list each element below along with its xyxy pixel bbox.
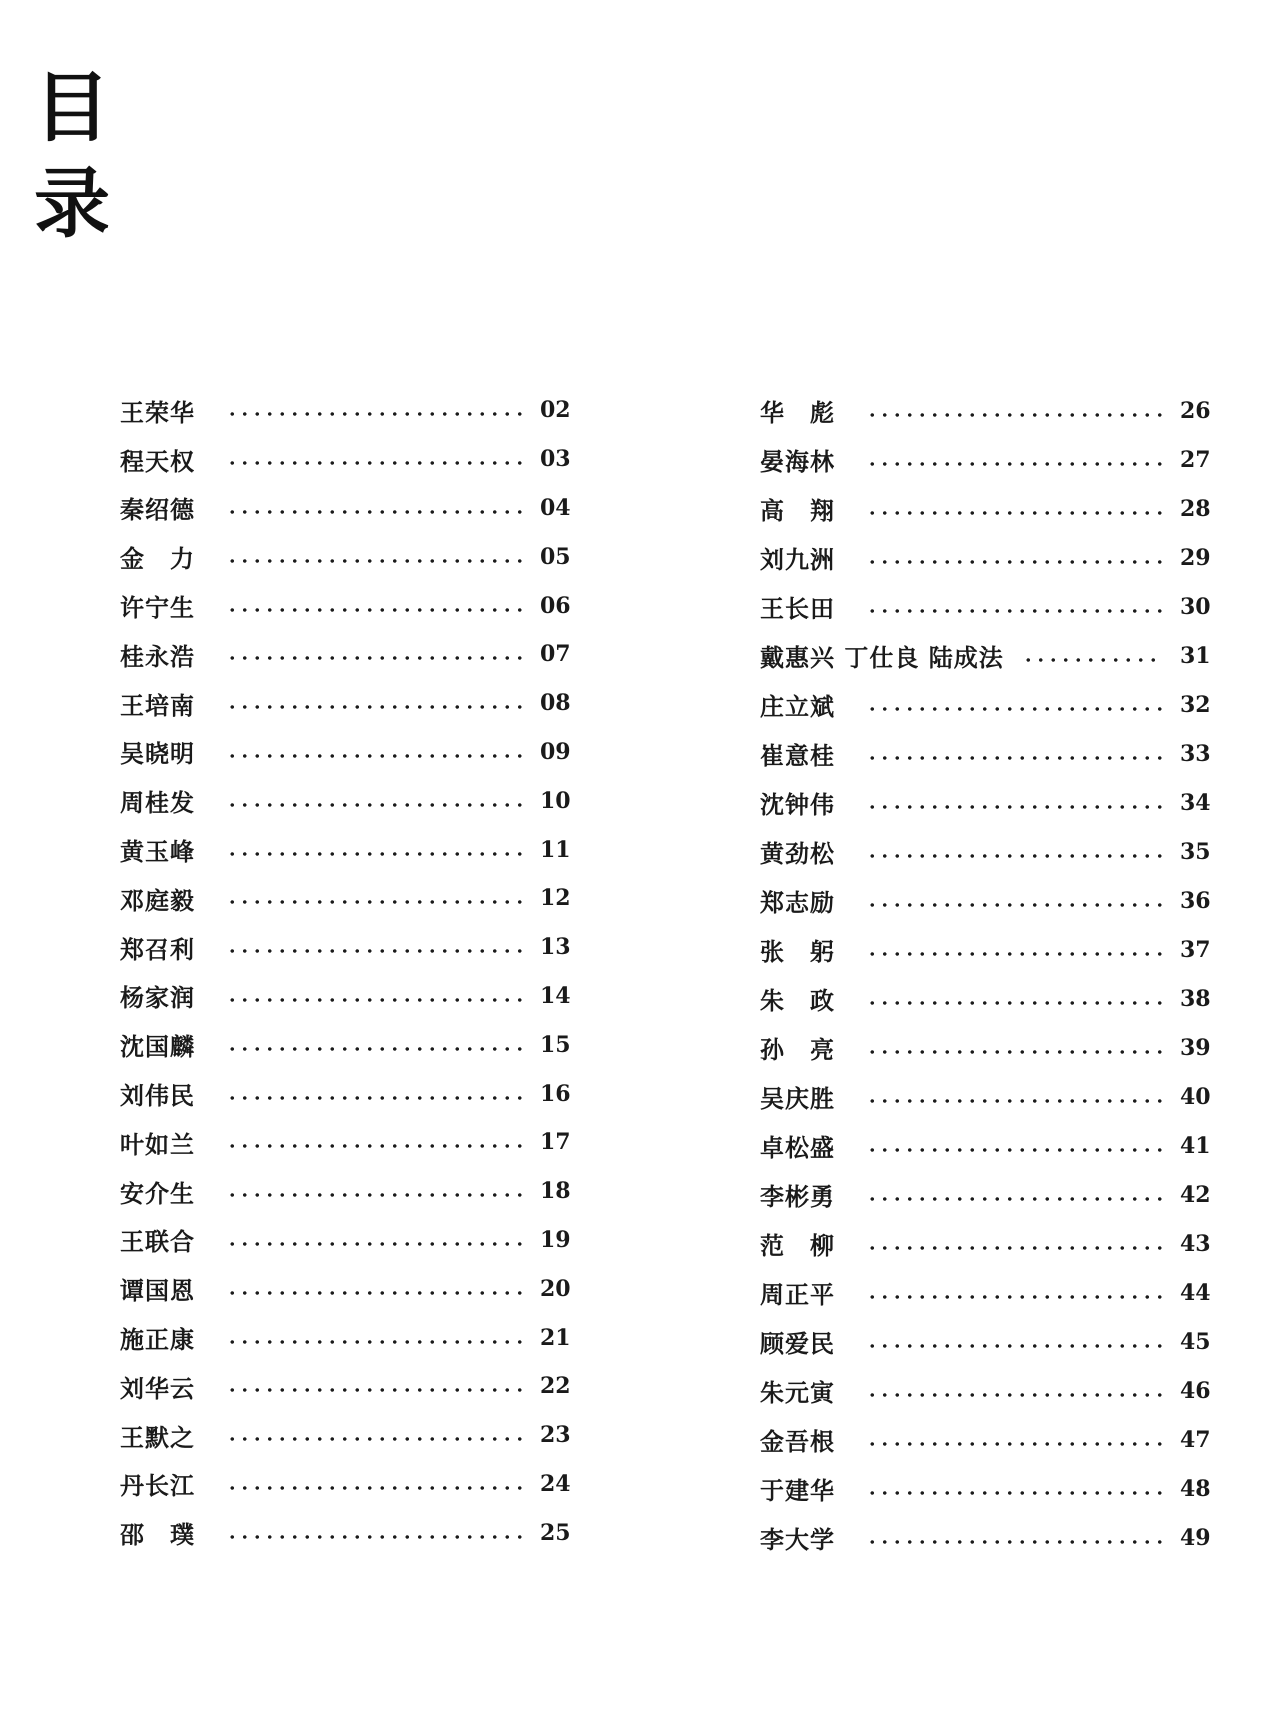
dot-leader: [866, 609, 1164, 613]
toc-entry-page-number: 15: [540, 1031, 571, 1058]
toc-entry[interactable]: [120, 630, 570, 679]
toc-entry-name: 卓松盛: [760, 1133, 835, 1162]
dot-leader: [226, 1096, 524, 1100]
toc-entry-page-number: 23: [540, 1422, 571, 1449]
toc-entry-name: 顾爱民: [760, 1329, 835, 1358]
toc-entry[interactable]: [120, 728, 570, 777]
page-title: [34, 60, 114, 252]
dot-leader: [866, 1491, 1164, 1495]
toc-entry-name: 秦绍德: [120, 495, 195, 525]
toc-entry-name: 王联合: [120, 1227, 195, 1257]
toc-entry[interactable]: [120, 1216, 570, 1265]
page-title-char-1: 目: [34, 63, 110, 152]
toc-entry[interactable]: [760, 974, 1210, 1023]
toc-entry[interactable]: [760, 1366, 1210, 1415]
toc-entry-name: 杨家润: [120, 983, 195, 1013]
toc-entry-name: 崔意桂: [760, 741, 835, 770]
toc-entry-name: 郑志励: [760, 888, 835, 917]
toc-entry-page-number: 43: [1180, 1230, 1211, 1257]
toc-entry-name: 吴庆胜: [760, 1084, 835, 1113]
toc-entry-name: 王默之: [120, 1422, 195, 1452]
toc-entry-page-number: 10: [540, 787, 571, 814]
toc-entry-name: 周正平: [760, 1280, 835, 1309]
toc-entry-page-number: 24: [540, 1470, 571, 1497]
toc-entry-name: 沈国麟: [120, 1032, 195, 1062]
toc-entry-page-number: 21: [540, 1324, 571, 1351]
toc-entry[interactable]: [120, 1118, 570, 1167]
dot-leader: [226, 705, 524, 709]
toc-entry[interactable]: [760, 729, 1210, 778]
toc-entry[interactable]: [120, 1020, 570, 1069]
toc-entry-page-number: 39: [1180, 1034, 1211, 1061]
toc-entry[interactable]: [120, 1508, 570, 1557]
toc-entry-page-number: 37: [1180, 936, 1211, 963]
toc-entry[interactable]: [760, 1415, 1210, 1464]
toc-entry-page-number: 27: [1180, 446, 1211, 473]
dot-leader: [866, 1246, 1164, 1250]
toc-entry[interactable]: [760, 827, 1210, 876]
toc-entry[interactable]: [120, 679, 570, 728]
dot-leader: [866, 903, 1164, 907]
toc-entry-page-number: 22: [540, 1373, 571, 1400]
toc-entry-page-number: 46: [1180, 1377, 1211, 1404]
toc-entry-name: 金吾根: [760, 1427, 835, 1456]
toc-entry-name: 刘华云: [120, 1373, 195, 1403]
dot-leader: [866, 1148, 1164, 1152]
toc-entry[interactable]: [760, 1317, 1210, 1366]
dot-leader: [226, 1144, 524, 1148]
dot-leader: [226, 998, 524, 1002]
dot-leader: [226, 1437, 524, 1441]
dot-leader: [866, 854, 1164, 858]
dot-leader: [866, 1099, 1164, 1103]
toc-entry-name: 黄玉峰: [120, 837, 195, 867]
toc-entry-page-number: 29: [1180, 544, 1211, 571]
toc-entry-name: 程天权: [120, 446, 195, 476]
toc-entry-name: 孙 亮: [760, 1035, 835, 1064]
toc-entry-name: 邓庭毅: [120, 885, 195, 915]
dot-leader: [1022, 658, 1164, 662]
dot-leader: [226, 1291, 524, 1295]
toc-left-column: [120, 386, 570, 1557]
toc-entry-page-number: 48: [1180, 1475, 1211, 1502]
toc-entry[interactable]: [760, 680, 1210, 729]
toc-entry-page-number: 40: [1180, 1083, 1211, 1110]
toc-entry-page-number: 38: [1180, 985, 1211, 1012]
toc-entry-name: 沈钟伟: [760, 790, 835, 819]
toc-entry-page-number: 20: [540, 1275, 571, 1302]
toc-entry-name: 张 躬: [760, 937, 835, 966]
toc-entry[interactable]: [760, 778, 1210, 827]
toc-entry[interactable]: [760, 1464, 1210, 1513]
toc-entry[interactable]: [760, 533, 1210, 582]
toc-entry-name: 桂永浩: [120, 641, 195, 671]
toc-entry-name: 高 翔: [760, 496, 835, 525]
toc-entry[interactable]: [120, 972, 570, 1021]
toc-entry-name: 华 彪: [760, 398, 835, 427]
toc-entry-page-number: 34: [1180, 789, 1211, 816]
toc-entry-page-number: 16: [540, 1080, 571, 1107]
toc-entry-page-number: 35: [1180, 838, 1211, 865]
toc-entry-name: 戴惠兴 丁仕良 陆成法: [760, 643, 1004, 672]
toc-entry[interactable]: [120, 1411, 570, 1460]
dot-leader: [226, 1047, 524, 1051]
toc-entry[interactable]: [120, 1313, 570, 1362]
toc-entry-name: 丹长江: [120, 1471, 195, 1501]
dot-leader: [866, 1295, 1164, 1299]
toc-entry-page-number: 14: [540, 982, 571, 1009]
toc-entry-page-number: 08: [540, 690, 571, 717]
toc-entry[interactable]: [760, 1072, 1210, 1121]
toc-entry[interactable]: [120, 386, 570, 435]
toc-entry-name: 谭国恩: [120, 1276, 195, 1306]
toc-entry[interactable]: [120, 1167, 570, 1216]
toc-entry-page-number: 03: [540, 446, 571, 473]
page-title-char-2: 录: [34, 159, 110, 248]
dot-leader: [226, 1193, 524, 1197]
toc-entry-page-number: 36: [1180, 887, 1211, 914]
toc-entry[interactable]: [760, 435, 1210, 484]
dot-leader: [226, 412, 524, 416]
toc-entry-name: 周桂发: [120, 788, 195, 818]
dot-leader: [226, 608, 524, 612]
toc-entry-page-number: 30: [1180, 593, 1211, 620]
dot-leader: [866, 1001, 1164, 1005]
dot-leader: [226, 1388, 524, 1392]
toc-entry-page-number: 18: [540, 1178, 571, 1205]
toc-entry-page-number: 06: [540, 592, 571, 619]
toc-entry-name: 刘伟民: [120, 1081, 195, 1111]
toc-entry[interactable]: [120, 581, 570, 630]
toc-entry-name: 吴晓明: [120, 739, 195, 769]
toc-entry-name: 金 力: [120, 544, 195, 574]
dot-leader: [866, 1344, 1164, 1348]
toc-entry-page-number: 49: [1180, 1524, 1211, 1551]
toc-entry-name: 叶如兰: [120, 1129, 195, 1159]
toc-entry-page-number: 28: [1180, 495, 1211, 522]
toc-entry-page-number: 45: [1180, 1328, 1211, 1355]
toc-entry[interactable]: [760, 631, 1210, 680]
toc-entry-name: 王长田: [760, 594, 835, 623]
toc-entry-page-number: 07: [540, 641, 571, 668]
toc-entry-name: 朱 政: [760, 986, 835, 1015]
dot-leader: [866, 511, 1164, 515]
toc-entry-name: 刘九洲: [760, 545, 835, 574]
toc-entry[interactable]: [120, 435, 570, 484]
toc-entry[interactable]: [120, 776, 570, 825]
toc-entry-page-number: 33: [1180, 740, 1211, 767]
toc-right-column: [760, 386, 1210, 1562]
dot-leader: [226, 559, 524, 563]
toc-entry[interactable]: [120, 874, 570, 923]
dot-leader: [866, 805, 1164, 809]
toc-entry-page-number: 11: [540, 836, 571, 863]
toc-entry[interactable]: [120, 1362, 570, 1411]
dot-leader: [866, 560, 1164, 564]
toc-entry-name: 李大学: [760, 1525, 835, 1554]
dot-leader: [866, 707, 1164, 711]
toc-entry[interactable]: [760, 1268, 1210, 1317]
toc-entry[interactable]: [760, 484, 1210, 533]
toc-entry-name: 李彬勇: [760, 1182, 835, 1211]
toc-entry[interactable]: [120, 923, 570, 972]
dot-leader: [866, 756, 1164, 760]
toc-entry-name: 郑召利: [120, 934, 195, 964]
toc-entry-page-number: 44: [1180, 1279, 1211, 1306]
dot-leader: [226, 510, 524, 514]
dot-leader: [866, 1442, 1164, 1446]
dot-leader: [866, 462, 1164, 466]
dot-leader: [866, 413, 1164, 417]
dot-leader: [226, 1340, 524, 1344]
dot-leader: [226, 754, 524, 758]
toc-entry-page-number: 26: [1180, 397, 1211, 424]
toc-entry-name: 安介生: [120, 1178, 195, 1208]
toc-entry-name: 朱元寅: [760, 1378, 835, 1407]
toc-entry-name: 黄劲松: [760, 839, 835, 868]
toc-entry-name: 邵 璞: [120, 1520, 195, 1550]
toc-entry[interactable]: [120, 1264, 570, 1313]
toc-entry[interactable]: [760, 925, 1210, 974]
toc-entry[interactable]: [120, 1460, 570, 1509]
toc-entry-name: 施正康: [120, 1325, 195, 1355]
dot-leader: [226, 803, 524, 807]
toc-entry[interactable]: [760, 582, 1210, 631]
dot-leader: [226, 461, 524, 465]
toc-entry[interactable]: [760, 876, 1210, 925]
dot-leader: [226, 852, 524, 856]
dot-leader: [226, 900, 524, 904]
toc-entry-page-number: 13: [540, 934, 571, 961]
toc-entry-page-number: 19: [540, 1226, 571, 1253]
toc-entry-page-number: 31: [1180, 642, 1211, 669]
toc-entry-page-number: 09: [540, 738, 571, 765]
dot-leader: [866, 1393, 1164, 1397]
toc-entry[interactable]: [760, 1121, 1210, 1170]
toc-entry-page-number: 02: [540, 397, 571, 424]
toc-entry-page-number: 32: [1180, 691, 1211, 718]
toc-entry-name: 于建华: [760, 1476, 835, 1505]
toc-entry-name: 晏海林: [760, 447, 835, 476]
toc-entry[interactable]: [760, 1170, 1210, 1219]
toc-entry[interactable]: [760, 1513, 1210, 1562]
toc-entry-name: 许宁生: [120, 593, 195, 623]
toc-entry-page-number: 41: [1180, 1132, 1211, 1159]
dot-leader: [226, 656, 524, 660]
toc-entry-page-number: 25: [540, 1519, 571, 1546]
toc-entry-name: 王培南: [120, 690, 195, 720]
toc-entry-name: 庄立斌: [760, 692, 835, 721]
dot-leader: [226, 949, 524, 953]
dot-leader: [226, 1535, 524, 1539]
dot-leader: [866, 1197, 1164, 1201]
toc-entry[interactable]: [760, 1023, 1210, 1072]
toc-entry[interactable]: [760, 1219, 1210, 1268]
toc-entry[interactable]: [120, 484, 570, 533]
toc-entry-page-number: 47: [1180, 1426, 1211, 1453]
dot-leader: [866, 1050, 1164, 1054]
dot-leader: [226, 1486, 524, 1490]
toc-entry[interactable]: [760, 386, 1210, 435]
toc-entry-page-number: 05: [540, 543, 571, 570]
toc-entry-page-number: 42: [1180, 1181, 1211, 1208]
toc-entry-page-number: 12: [540, 885, 571, 912]
toc-entry[interactable]: [120, 1069, 570, 1118]
toc-entry-name: 王荣华: [120, 397, 195, 427]
toc-entry[interactable]: [120, 825, 570, 874]
dot-leader: [866, 952, 1164, 956]
toc-entry-page-number: 04: [540, 494, 571, 521]
toc-entry-page-number: 17: [540, 1129, 571, 1156]
dot-leader: [866, 1540, 1164, 1544]
toc-entry-name: 范 柳: [760, 1231, 835, 1260]
dot-leader: [226, 1242, 524, 1246]
toc-entry[interactable]: [120, 532, 570, 581]
